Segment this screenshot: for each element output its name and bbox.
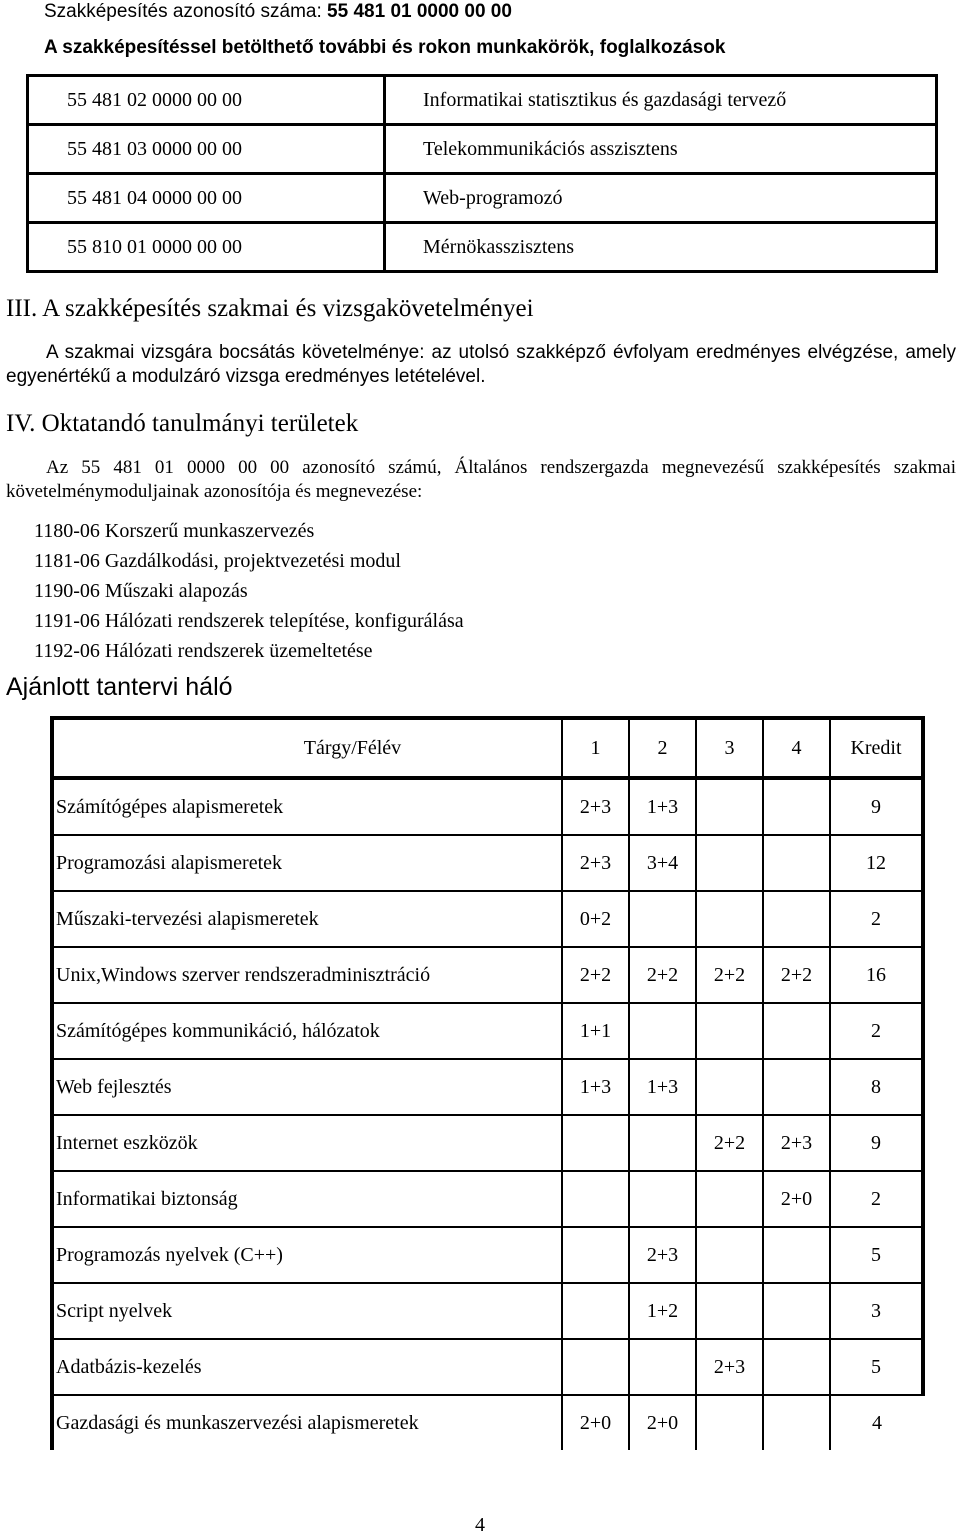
credit-cell: 16: [830, 947, 923, 1003]
semester-cell: [696, 1171, 763, 1227]
job-code: 55 481 04 0000 00 00: [28, 174, 385, 223]
semester-cell: [562, 1339, 629, 1395]
table-row: [52, 947, 923, 1003]
table-row: [52, 1003, 923, 1059]
table-row: [52, 778, 923, 835]
credit-cell: 2: [830, 1171, 923, 1227]
semester-cell: [696, 891, 763, 947]
semester-cell: 2+3: [629, 1227, 696, 1283]
semester-cell: [696, 778, 763, 835]
subject-cell: Adatbázis-kezelés: [52, 1339, 562, 1395]
semester-cell: 3+4: [629, 835, 696, 891]
semester-cell: 2+3: [763, 1115, 830, 1171]
credit-cell: 9: [830, 1115, 923, 1171]
job-code: 55 481 02 0000 00 00: [28, 76, 385, 125]
table-row: [52, 891, 923, 947]
subject-cell: Programozás nyelvek (C++): [52, 1227, 562, 1283]
section-4-text-block: [6, 456, 956, 504]
semester-cell: 2+3: [562, 778, 629, 835]
list-item: 1190-06 Műszaki alapozás: [34, 580, 248, 602]
section-3-text-block: [6, 341, 956, 389]
semester-cell: 2+3: [696, 1339, 763, 1395]
header-cell: 2: [629, 718, 696, 778]
semester-cell: 1+3: [562, 1059, 629, 1115]
page-number: 4: [475, 1514, 485, 1536]
table-row: [28, 76, 937, 125]
credit-cell: 5: [830, 1339, 923, 1395]
semester-cell: [696, 1395, 763, 1450]
semester-cell: [562, 1115, 629, 1171]
semester-cell: [629, 1339, 696, 1395]
semester-cell: 1+3: [629, 1059, 696, 1115]
credit-cell: 4: [872, 1411, 882, 1434]
list-item: 1180-06 Korszerű munkaszervezés: [34, 520, 315, 542]
job-name: Web-programozó: [385, 174, 937, 223]
list-item: 1181-06 Gazdálkodási, projektvezetési modul: [34, 550, 401, 572]
semester-cell: 1+2: [629, 1283, 696, 1339]
semester-cell: [763, 1227, 830, 1283]
subject-cell: Informatikai biztonság: [52, 1171, 562, 1227]
subject-cell: Web fejlesztés: [52, 1059, 562, 1115]
table-row: [52, 1283, 923, 1339]
table-row: [52, 1227, 923, 1283]
table-row: [28, 223, 937, 272]
semester-cell: 1+1: [562, 1003, 629, 1059]
credit-cell: 8: [830, 1059, 923, 1115]
semester-cell: 2+2: [562, 947, 629, 1003]
semester-cell: [629, 1115, 696, 1171]
job-code: 55 481 03 0000 00 00: [28, 125, 385, 174]
credit-cell: 2: [830, 1003, 923, 1059]
table-row: [52, 1059, 923, 1115]
semester-cell: [696, 835, 763, 891]
semester-cell: [562, 1171, 629, 1227]
section-3-heading: III. A szakképesítés szakmai és vizsgakövetelményei: [6, 295, 534, 322]
subject-cell: Internet eszközök: [52, 1115, 562, 1171]
subject-cell: Programozási alapismeretek: [52, 835, 562, 891]
header-cell: 1: [562, 718, 629, 778]
credit-cell: 3: [830, 1283, 923, 1339]
job-name: Mérnökasszisztens: [385, 223, 937, 272]
semester-cell: 0+2: [562, 891, 629, 947]
semester-cell: [763, 1003, 830, 1059]
related-jobs-title: A szakképesítéssel betölthető további és rokon munkakörök, foglalkozások: [44, 37, 726, 58]
semester-cell: 2+2: [696, 1115, 763, 1171]
semester-cell: 2+0: [562, 1395, 629, 1450]
semester-cell: 2+0: [629, 1395, 696, 1450]
qualification-id-label: Szakképesítés azonosító száma:: [44, 1, 322, 22]
subject-cell: Script nyelvek: [52, 1283, 562, 1339]
semester-cell: [763, 835, 830, 891]
module-list: [34, 516, 464, 666]
curriculum-title: Ajánlott tantervi háló: [6, 673, 233, 701]
list-item: 1191-06 Hálózati rendszerek telepítése, konfigurálása: [34, 610, 464, 632]
header-cell: 3: [696, 718, 763, 778]
table-row: [52, 1339, 923, 1395]
header-cell: Kredit: [830, 718, 923, 778]
section-3-text: A szakmai vizsgára bocsátás követelménye: az utolsó szakképző évfolyam eredményes elvégzése, amely egyenértékű a modulzáró vizsga eredményes letételével.: [6, 342, 956, 387]
semester-cell: [696, 1283, 763, 1339]
credit-cell: 9: [830, 778, 923, 835]
section-4-heading: IV. Oktatandó tanulmányi területek: [6, 410, 359, 437]
qualification-id-value: 55 481 01 0000 00 00: [327, 1, 512, 22]
subject-cell: Gazdasági és munkaszervezési alapismeretek: [52, 1395, 562, 1450]
table-row: [52, 1115, 923, 1171]
semester-cell: [696, 1003, 763, 1059]
table-row: [28, 125, 937, 174]
semester-cell: [763, 1395, 830, 1450]
header-cell: Tárgy/Félév: [52, 718, 562, 778]
semester-cell: 2+0: [763, 1171, 830, 1227]
semester-cell: [696, 1227, 763, 1283]
table-row: [52, 1395, 923, 1450]
semester-cell: [629, 1171, 696, 1227]
related-jobs-table: [26, 74, 938, 273]
section-4-text: Az 55 481 01 0000 00 00 azonosító számú, Általános rendszergazda megnevezésű szakképesítés szakmai követelménymoduljainak azonosítója és megnevezése:: [6, 457, 956, 502]
semester-cell: [763, 1283, 830, 1339]
job-name: Telekommunikációs asszisztens: [385, 125, 937, 174]
semester-cell: [763, 778, 830, 835]
semester-cell: [562, 1227, 629, 1283]
semester-cell: 2+2: [763, 947, 830, 1003]
semester-cell: [562, 1283, 629, 1339]
semester-cell: [696, 1059, 763, 1115]
semester-cell: [763, 891, 830, 947]
table-row: [52, 1171, 923, 1227]
semester-cell: [763, 1059, 830, 1115]
table-row: [28, 174, 937, 223]
qualification-id-line: [44, 1, 512, 23]
semester-cell: 1+3: [629, 778, 696, 835]
table-header-row: [52, 718, 923, 778]
semester-cell: [629, 1003, 696, 1059]
semester-cell: 2+2: [629, 947, 696, 1003]
subject-cell: Unix,Windows szerver rendszeradminisztráció: [52, 947, 562, 1003]
semester-cell: 2+3: [562, 835, 629, 891]
subject-cell: Számítógépes alapismeretek: [52, 778, 562, 835]
header-cell: 4: [763, 718, 830, 778]
table-row: [52, 835, 923, 891]
job-code: 55 810 01 0000 00 00: [28, 223, 385, 272]
semester-cell: 2+2: [696, 947, 763, 1003]
credit-cell: 5: [830, 1227, 923, 1283]
subject-cell: Műszaki-tervezési alapismeretek: [52, 891, 562, 947]
subject-cell: Számítógépes kommunikáció, hálózatok: [52, 1003, 562, 1059]
job-name: Informatikai statisztikus és gazdasági tervező: [385, 76, 937, 125]
list-item: 1192-06 Hálózati rendszerek üzemeltetése: [34, 640, 373, 662]
curriculum-table: [50, 716, 925, 1450]
credit-cell: 2: [830, 891, 923, 947]
credit-cell: 12: [830, 835, 923, 891]
semester-cell: [763, 1339, 830, 1395]
semester-cell: [629, 891, 696, 947]
